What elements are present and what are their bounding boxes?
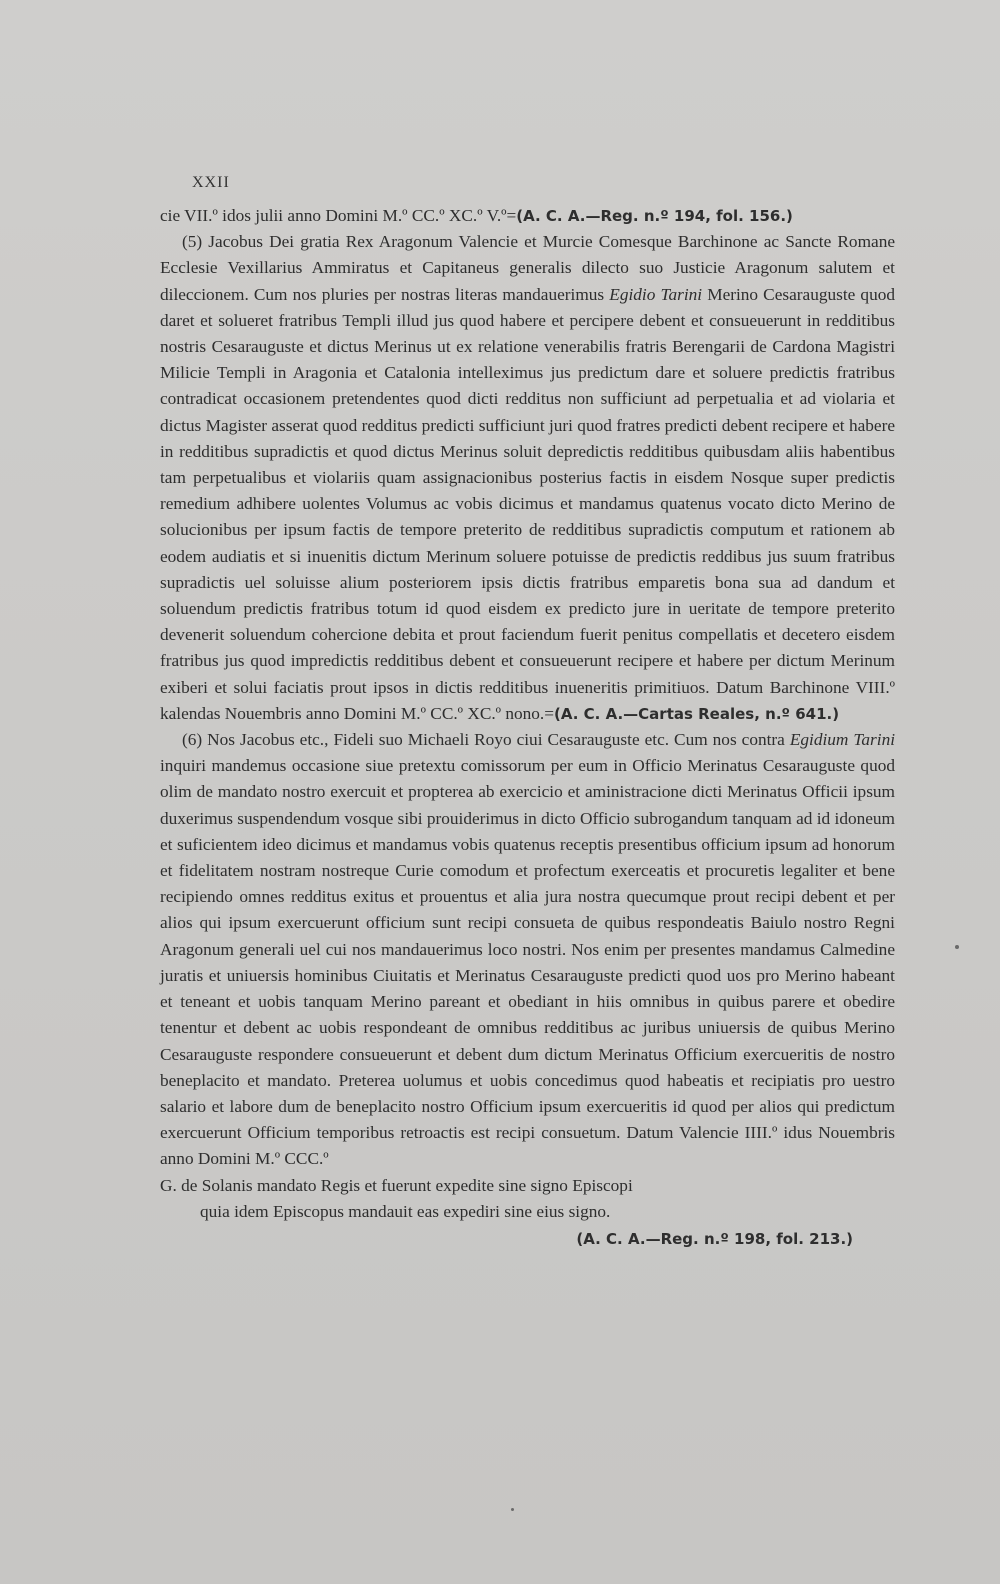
archive-reference: (A. C. A.—Cartas Reales, n.º 641.) bbox=[553, 704, 840, 723]
paragraph-6 bbox=[160, 727, 895, 1172]
paper-speck bbox=[511, 1508, 514, 1511]
person-name: Egidio Tarini bbox=[609, 284, 703, 304]
signature-line-2: quia idem Episcopus mandauit eas expediri sine eius signo. bbox=[200, 1202, 611, 1222]
continuation-text: cie VII.º idos julii anno Domini M.º CC.º XC.º V.º= bbox=[160, 206, 517, 225]
continuation-line bbox=[160, 203, 895, 229]
archive-reference: (A. C. A.—Reg. n.º 194, fol. 156.) bbox=[516, 207, 793, 225]
final-archive-reference: (A. C. A.—Reg. n.º 198, fol. 213.) bbox=[576, 1229, 853, 1248]
signature-block bbox=[160, 1173, 780, 1226]
document-body bbox=[160, 203, 895, 1252]
paragraph-5 bbox=[160, 229, 895, 727]
page-number: XXII bbox=[192, 174, 230, 191]
paragraph-5-text-a: (5) Jacobus Dei gratia Rex Aragonum Valencie et Murcie Comesque Barchinone ac Sancte Romane Ecclesie Vexillarius Ammiratus et Capitaneus generalis dilecto suo Justicie Aragonum salutem et dileccionem. Cum nos pluries per nostras literas mandauerimus bbox=[160, 232, 895, 304]
person-name: Egidium Tarini bbox=[789, 730, 896, 750]
paper-speck bbox=[955, 945, 959, 949]
paragraph-5-text-b: Merino Cesarauguste quod daret et solueret fratribus Templi illud jus quod habere et percipere debent et consueuerunt in redditibus nostris Cesarauguste et dictus Merinus ut ex relatione venerabilis fratris Berengarii de Cardona Magistri Milicie Templi in Aragonia et Catalonia intelleximus jus predictum dare et soluere predictis fratribus contradicat occasionem pretendentes quod dicti redditus non sufficiunt ad perpetualia et ad violaria et dictus Magister asserat quod redditus predicti sufficiunt juri quod fratres predicti debent recipere et habere in redditibus supradictis et quod dictus Merinus soluit depredictis redditibus quibusdam aliis habentibus tam perpetualibus et violariis quam assignacionibus posterius factis in eisdem Nosque super predictis remedium adhibere uolentes Volumus ac vobis dicimus et mandamus quatenus vocato dicto Merino de solucionibus per ipsum factis de tempore preterito de redditibus supradictis computum et rationem ab eodem audiatis et si inuenitis dictum Merinum soluere potuisse de predictis reddibus jus suum fratribus supradictis uel soluisse alium posteriorem ipsis dictis fratribus emparetis bona sua ad dandum et soluendum predictis fratribus totum id quod eisdem ex predicto jure in ueritate de tempore preterito devenerit soluendum cohercione debita et prout faciendum fuerit penitus compellatis et decetero eisdem fratribus jus quod impredictis redditibus debent et consueuerunt recipere et habere per dictum Merinum exiberi et solui faciatis prout ipsos in dictis redditibus inueneritis primitiuos. Datum Barchinone VIII.º kalendas Nouembris anno Domini M.º CC.º XC.º nono.= bbox=[160, 284, 895, 723]
signature-line-1: G. de Solanis mandato Regis et fuerunt expedite sine signo Episcopi bbox=[160, 1175, 633, 1195]
paragraph-6-text-a: (6) Nos Jacobus etc., Fideli suo Michaeli Royo ciui Cesarauguste etc. Cum nos contra bbox=[182, 730, 790, 750]
paragraph-6-text-b: inquiri mandemus occasione siue pretextu comissorum per eum in Officio Merinatus Cesarauguste quod olim de mandato nostro exercuit et propterea ab exercicio et aministracione dicti Merinatus Officii ipsum duxerimus suspendendum vosque sibi prouiderimus in dicto Officio subrogandum tanquam ad id idoneum et suficientem ideo dicimus et mandamus vobis quatenus receptis presentibus officium ipsum ad honorum et fidelitatem nostram nostreque Curie comodum et profectum exerceatis et procuretis legaliter et bene recipiendo omnes redditus exitus et prouentus et alia jura nostra quecumque prout recipi debent et per alios qui ipsum exercuerunt officium sunt recipi consueta de quibus respondeatis Baiulo nostro Regni Aragonum generali uel cui nos mandauerimus loco nostri. Nos enim per presentes mandamus Calmedine juratis et uniuersis hominibus Ciuitatis et Merinatus Cesarauguste predicti quod uos pro Merino habeant et teneant et uobis tanquam Merino pareant et obediant in hiis omnibus in quibus parere et obedire tenentur et debent ac uobis respondeant de omnibus redditibus ac juribus uniuersis de quibus Merino Cesarauguste respondere consueuerunt et debent dum dictum Merinatus Officium exercueritis de nostro beneplacito et mandato. Preterea uolumus et uobis concedimus quod habeatis et recipiatis pro uestro salario et labore dum de beneplacito nostro Officium ipsum exercueritis id quod per alios qui predictum exercuerunt Officium temporibus retroactis est recipi consuetum. Datum Valencie IIII.º idus Nouembris anno Domini M.º CCC.º bbox=[160, 756, 895, 1169]
